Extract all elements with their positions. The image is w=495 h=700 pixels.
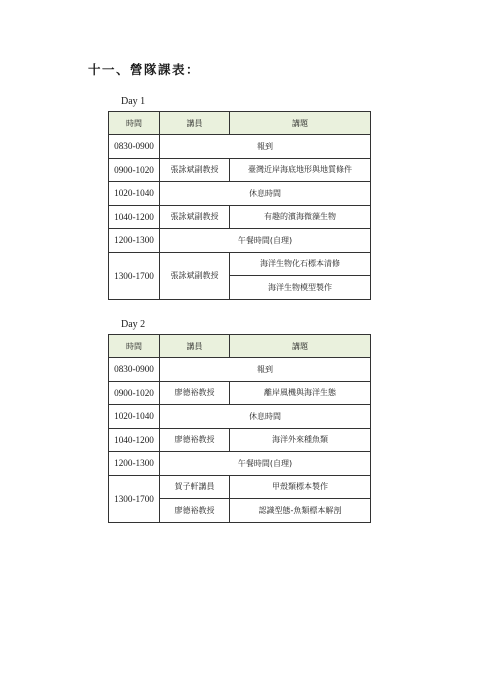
table-row	[109, 229, 371, 253]
table-row	[109, 475, 371, 499]
lecturer-cell: 廖德裕教授	[160, 381, 230, 405]
topic-cell: 臺灣近岸海底地形與地質條件	[230, 158, 371, 182]
header-lecturer: 講員	[160, 335, 230, 358]
table-row	[109, 381, 371, 405]
merged-cell: 午餐時間(自理)	[160, 229, 371, 253]
topic-cell: 海洋生物模型製作	[230, 276, 371, 300]
table-row	[109, 205, 371, 229]
topic-cell: 海洋外來種魚類	[230, 428, 371, 452]
lecturer-cell: 賀子軒講員	[160, 475, 230, 499]
topic-cell: 有趣的濱海微藻生物	[230, 205, 371, 229]
time-cell: 1200-1300	[109, 229, 160, 253]
section-heading: 十一、營隊課表：	[88, 62, 201, 77]
header-topic: 講題	[230, 335, 371, 358]
table-row	[109, 358, 371, 382]
table-row	[109, 182, 371, 206]
header-time: 時間	[109, 112, 160, 135]
time-cell: 0900-1020	[109, 158, 160, 182]
table-row	[109, 452, 371, 476]
topic-cell: 海洋生物化石標本清修	[230, 252, 371, 276]
time-cell: 1200-1300	[109, 452, 160, 476]
time-cell: 0830-0900	[109, 135, 160, 159]
day2-label: Day 2	[121, 319, 146, 330]
table-header-row	[109, 112, 371, 135]
topic-cell: 甲殼類標本製作	[230, 475, 371, 499]
topic-cell: 認識型態-魚類標本解剖	[230, 499, 371, 523]
lecturer-cell: 張詠斌副教授	[160, 252, 230, 299]
lecturer-cell: 張詠斌副教授	[160, 205, 230, 229]
time-cell: 1300-1700	[109, 252, 160, 299]
header-topic: 講題	[230, 112, 371, 135]
table-row	[109, 135, 371, 159]
table-header-row	[109, 335, 371, 358]
table-row	[109, 405, 371, 429]
time-cell: 0830-0900	[109, 358, 160, 382]
time-cell: 1020-1040	[109, 405, 160, 429]
table-row	[109, 428, 371, 452]
merged-cell: 休息時間	[160, 405, 371, 429]
day2-schedule-table	[108, 334, 371, 523]
merged-cell: 報到	[160, 135, 371, 159]
header-lecturer: 講員	[160, 112, 230, 135]
lecturer-cell: 廖德裕教授	[160, 428, 230, 452]
day1-schedule-table	[108, 111, 371, 300]
time-cell: 1300-1700	[109, 475, 160, 522]
day1-label: Day 1	[121, 96, 146, 107]
topic-cell: 離岸風機與海洋生態	[230, 381, 371, 405]
lecturer-cell: 廖德裕教授	[160, 499, 230, 523]
time-cell: 1040-1200	[109, 205, 160, 229]
header-time: 時間	[109, 335, 160, 358]
time-cell: 1020-1040	[109, 182, 160, 206]
merged-cell: 休息時間	[160, 182, 371, 206]
merged-cell: 午餐時間(自理)	[160, 452, 371, 476]
time-cell: 0900-1020	[109, 381, 160, 405]
merged-cell: 報到	[160, 358, 371, 382]
table-row	[109, 252, 371, 276]
table-row	[109, 158, 371, 182]
lecturer-cell: 張詠斌副教授	[160, 158, 230, 182]
time-cell: 1040-1200	[109, 428, 160, 452]
